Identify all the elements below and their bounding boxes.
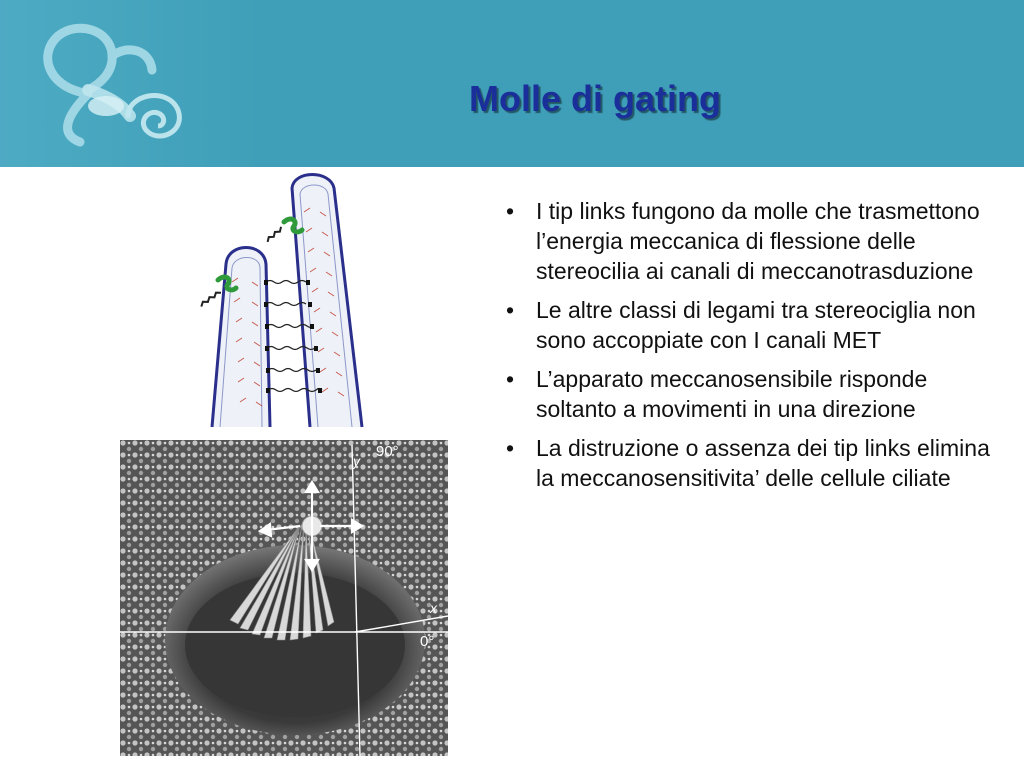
bullet-item bbox=[502, 295, 1007, 355]
sem-micrograph bbox=[120, 440, 448, 756]
bullet-text: Le altre classi di legami tra stereociglia non sono accoppiate con I canali MET bbox=[536, 297, 976, 353]
angle-right-label: 0° bbox=[420, 633, 435, 650]
bullet-marker: • bbox=[506, 198, 515, 224]
bullet-item bbox=[502, 196, 1007, 286]
sem-image bbox=[120, 440, 448, 756]
bullet-text: I tip links fungono da molle che trasmettono l’energia meccanica di flessione delle stereocilia ai canali di meccanotrasduzione bbox=[536, 198, 980, 284]
axis-y-label: y bbox=[353, 453, 360, 469]
bullet-text: L’apparato meccanosensibile risponde soltanto a movimenti in una direzione bbox=[536, 366, 928, 422]
slide-header bbox=[0, 0, 1024, 167]
bullet-item bbox=[502, 433, 1007, 493]
inner-ear-icon bbox=[18, 14, 198, 154]
axis-x-label: x bbox=[430, 600, 437, 616]
bullet-marker: • bbox=[506, 435, 515, 461]
stereocilia-diagram bbox=[190, 172, 400, 434]
bullet-marker: • bbox=[506, 366, 515, 392]
bullet-text: La distruzione o assenza dei tip links elimina la meccanosensitivita’ delle cellule ciliate bbox=[536, 435, 990, 491]
bullet-marker: • bbox=[506, 297, 515, 323]
slide-title: Molle di gating bbox=[469, 78, 721, 119]
angle-top-label: 90° bbox=[376, 443, 399, 460]
short-stereocilium bbox=[212, 248, 270, 428]
bullet-list bbox=[502, 196, 1007, 502]
bullet-item bbox=[502, 364, 1007, 424]
